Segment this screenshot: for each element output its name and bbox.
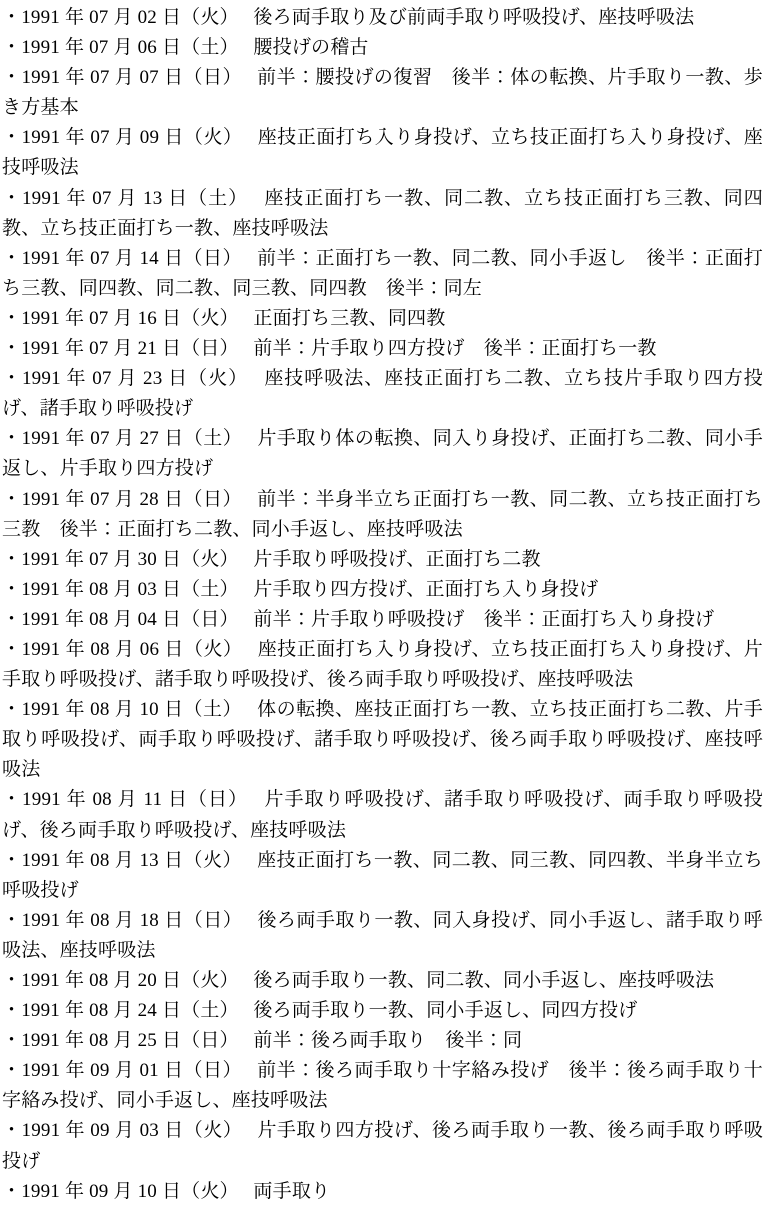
log-entry [2, 424, 763, 484]
entry-date: 1991 年 07 月 07 日（日） [21, 67, 233, 89]
entry-separator [233, 127, 258, 148]
entry-content: 前半：片手取り四方投げ 後半：正面打ち一教 [253, 338, 657, 360]
entry-date: 1991 年 07 月 13 日（土） [21, 187, 239, 209]
log-entry [2, 184, 763, 244]
entry-date: 1991 年 07 月 06 日（土） [21, 37, 230, 59]
log-entry [2, 485, 763, 545]
log-entry [2, 906, 763, 966]
entry-separator [233, 1120, 258, 1141]
entry-separator [233, 910, 258, 931]
entry-separator [232, 850, 257, 871]
entry-content: 前半：片手取り呼吸投げ 後半：正面打ち入り身投げ [253, 608, 715, 630]
entry-separator [229, 1030, 253, 1051]
log-entry [2, 1116, 763, 1176]
entry-bullet: ・ [2, 307, 22, 329]
log-entry [2, 33, 763, 63]
entry-date: 1991 年 08 月 25 日（日） [21, 1030, 230, 1052]
entry-date: 1991 年 09 月 01 日（日） [21, 1060, 233, 1082]
entry-content: 座技正面打ち入り身投げ、立ち技正面打ち入り身投げ、片手取り呼吸投げ、諸手取り呼吸投げ、後ろ両手取り呼吸投げ、座技呼吸法 [2, 638, 763, 691]
entry-bullet: ・ [2, 247, 22, 269]
entry-bullet: ・ [2, 1030, 22, 1052]
entry-bullet: ・ [2, 7, 22, 28]
entry-date: 1991 年 08 月 13 日（火） [21, 849, 233, 871]
entry-bullet: ・ [2, 1000, 22, 1022]
entry-bullet: ・ [2, 428, 22, 450]
log-entry [2, 635, 763, 695]
entry-date: 1991 年 09 月 03 日（火） [21, 1120, 233, 1142]
entry-content: 片手取り四方投げ、後ろ両手取り一教、後ろ両手取り呼吸投げ [2, 1120, 764, 1172]
log-entry [2, 966, 763, 996]
log-entry [2, 605, 763, 635]
entry-content: 前半：後ろ両手取り 後半：同 [253, 1030, 523, 1052]
entry-separator [229, 7, 253, 28]
entry-content: 片手取り四方投げ、正面打ち入り身投げ [253, 578, 599, 600]
entry-separator [229, 37, 253, 58]
log-entry [2, 785, 763, 845]
entry-content: 座技正面打ち入り身投げ、立ち技正面打ち入り身投げ、座技呼吸法 [2, 127, 763, 179]
entry-date: 1991 年 07 月 27 日（土） [21, 428, 233, 450]
entry-separator [233, 639, 258, 660]
entry-bullet: ・ [2, 1180, 22, 1202]
entry-content: 片手取り呼吸投げ、諸手取り呼吸投げ、両手取り呼吸投げ、後ろ両手取り呼吸投げ、座技呼吸法 [2, 789, 764, 841]
entry-date: 1991 年 07 月 23 日（火） [21, 368, 239, 390]
log-entry [2, 1026, 763, 1056]
entry-date: 1991 年 08 月 24 日（土） [21, 1000, 230, 1022]
entry-content: 前半：正面打ち一教、同二教、同小手返し 後半：正面打ち三教、同四教、同二教、同三教、同四教 後半：同左 [2, 247, 763, 299]
entry-separator [229, 338, 253, 359]
entry-separator [229, 970, 253, 991]
entry-content: 両手取り [253, 1180, 331, 1202]
log-entry [2, 1177, 763, 1207]
entry-date: 1991 年 08 月 10 日（土） [21, 699, 233, 721]
entry-date: 1991 年 08 月 03 日（土） [21, 578, 230, 600]
entry-bullet: ・ [2, 699, 22, 721]
entry-date: 1991 年 07 月 14 日（日） [21, 247, 233, 269]
entry-separator [239, 368, 265, 389]
entry-bullet: ・ [2, 578, 22, 600]
entry-date: 1991 年 09 月 10 日（火） [21, 1180, 230, 1202]
log-entry [2, 545, 763, 575]
log-entry [2, 575, 763, 605]
entry-content: 後ろ両手取り一教、同二教、同小手返し、座技呼吸法 [253, 970, 715, 991]
entry-bullet: ・ [2, 970, 22, 991]
entry-bullet: ・ [2, 909, 22, 931]
log-entry [2, 996, 763, 1026]
entry-separator [232, 248, 257, 269]
entry-date: 1991 年 07 月 16 日（火） [21, 307, 230, 329]
entry-bullet: ・ [2, 638, 22, 660]
entry-bullet: ・ [2, 849, 22, 871]
entry-separator [232, 1060, 257, 1081]
entry-bullet: ・ [2, 338, 22, 360]
entry-separator [229, 1000, 253, 1021]
entry-content: 体の転換、座技正面打ち一教、立ち技正面打ち二教、片手取り呼吸投げ、両手取り呼吸投げ、諸手取り呼吸投げ、後ろ両手取り呼吸投げ、座技呼吸法 [2, 699, 763, 781]
entry-content: 前半：半身半立ち正面打ち一教、同二教、立ち技正面打ち三教 後半：正面打ち二教、同小手返し、座技呼吸法 [2, 488, 763, 540]
log-entry [2, 695, 763, 785]
log-entry [2, 846, 763, 906]
log-entry [2, 244, 763, 304]
entry-date: 1991 年 08 月 11 日（日） [22, 789, 239, 811]
entry-content: 座技正面打ち一教、同二教、同三教、同四教、半身半立ち呼吸投げ [2, 849, 763, 901]
entry-separator [229, 308, 253, 329]
entry-content: 腰投げの稽古 [253, 37, 369, 59]
entry-content: 座技正面打ち一教、同二教、立ち技正面打ち三教、同四教、立ち技正面打ち一教、座技呼吸法 [2, 187, 763, 239]
entry-separator [232, 699, 257, 720]
entry-content: 片手取り体の転換、同入り身投げ、正面打ち二教、同小手返し、片手取り四方投げ [2, 428, 764, 480]
entry-separator [233, 428, 258, 449]
entry-bullet: ・ [2, 37, 22, 59]
entry-separator [229, 609, 253, 630]
entry-bullet: ・ [2, 368, 22, 390]
entry-date: 1991 年 08 月 06 日（火） [21, 638, 233, 660]
entry-bullet: ・ [2, 1060, 22, 1082]
entry-bullet: ・ [2, 127, 22, 149]
entry-date: 1991 年 07 月 02 日（火） [21, 7, 230, 28]
entry-separator [239, 188, 265, 209]
entry-date: 1991 年 08 月 20 日（火） [21, 970, 230, 991]
entry-bullet: ・ [2, 67, 22, 89]
entry-content: 片手取り呼吸投げ、正面打ち二教 [253, 548, 541, 570]
entry-date: 1991 年 07 月 09 日（火） [21, 127, 233, 149]
entry-content: 後ろ両手取り及び前両手取り呼吸投げ、座技呼吸法 [253, 7, 695, 28]
entry-bullet: ・ [2, 608, 22, 630]
entry-separator [229, 1181, 253, 1202]
entry-date: 1991 年 08 月 04 日（日） [21, 608, 230, 630]
entry-date: 1991 年 07 月 30 日（火） [21, 548, 230, 570]
entry-content: 前半：後ろ両手取り十字絡み投げ 後半：後ろ両手取り十字絡み投げ、同小手返し、座技呼吸法 [2, 1060, 763, 1112]
entry-date: 1991 年 07 月 21 日（日） [21, 338, 230, 360]
entry-separator [229, 549, 253, 570]
entry-content: 座技呼吸法、座技正面打ち二教、立ち技片手取り四方投げ、諸手取り呼吸投げ [2, 368, 763, 420]
log-entry [2, 3, 763, 33]
log-entry [2, 63, 763, 123]
entry-separator [232, 489, 257, 510]
entry-date: 1991 年 07 月 28 日（日） [21, 488, 233, 510]
entry-separator [229, 579, 253, 600]
entry-content: 後ろ両手取り一教、同小手返し、同四方投げ [253, 1000, 638, 1022]
entry-bullet: ・ [2, 1120, 22, 1142]
entry-content: 正面打ち三教、同四教 [253, 307, 446, 329]
entry-content: 前半：腰投げの復習 後半：体の転換、片手取り一教、歩き方基本 [2, 67, 763, 119]
entry-separator [232, 67, 257, 88]
entry-date: 1991 年 08 月 18 日（日） [21, 909, 233, 931]
log-entry [2, 304, 763, 334]
entry-content: 後ろ両手取り一教、同入身投げ、同小手返し、諸手取り呼吸法、座技呼吸法 [2, 909, 764, 961]
log-entry [2, 1056, 763, 1116]
log-entry [2, 123, 763, 183]
entry-bullet: ・ [2, 488, 22, 510]
entry-separator [239, 789, 265, 810]
log-entry [2, 334, 763, 364]
log-entry [2, 364, 763, 424]
entry-bullet: ・ [2, 789, 23, 811]
entry-bullet: ・ [2, 548, 22, 570]
entry-bullet: ・ [2, 187, 22, 209]
